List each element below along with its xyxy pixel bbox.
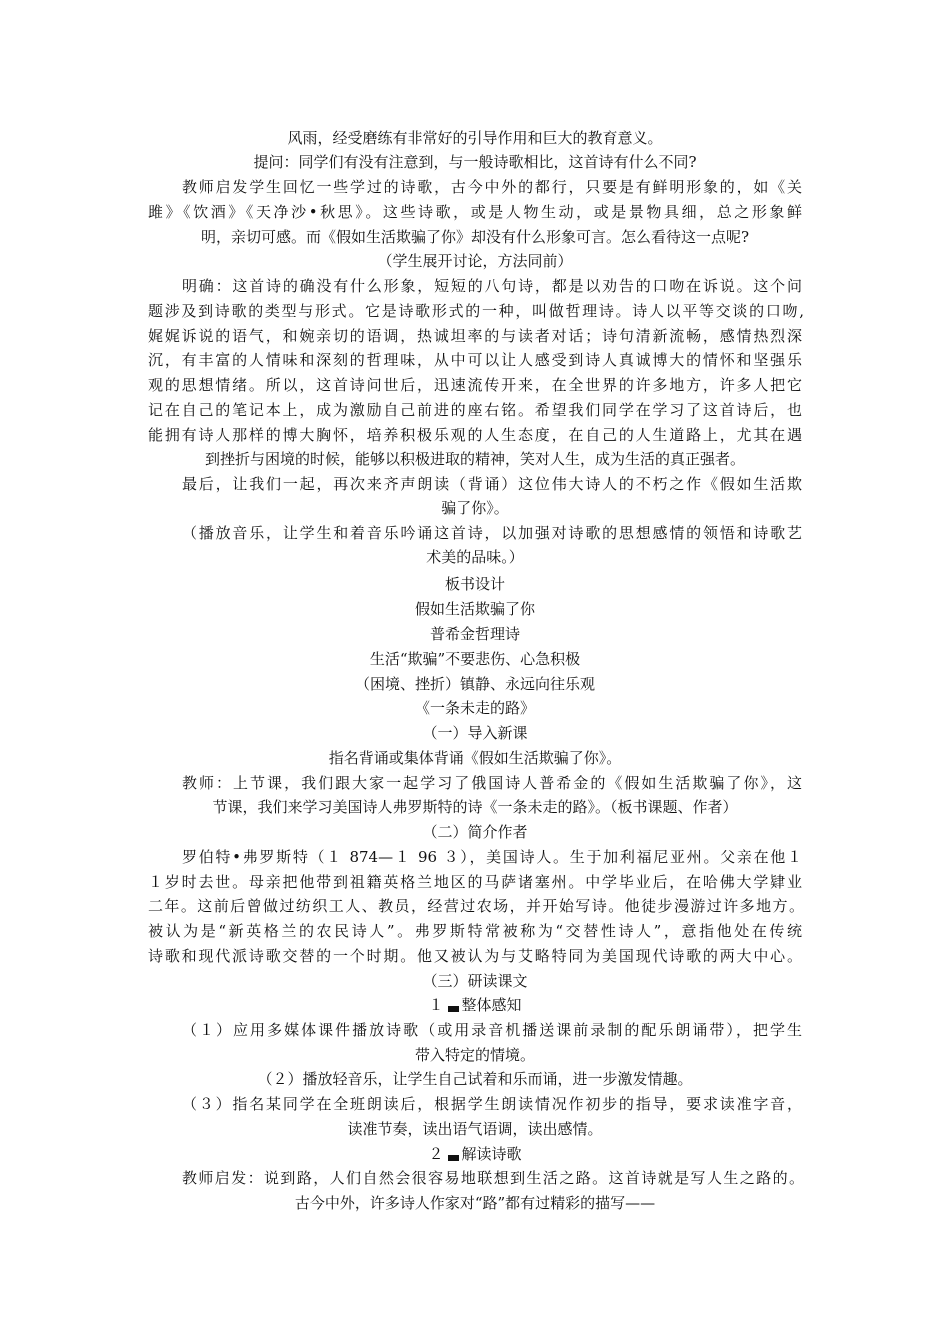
text-line: 二年。这前后曾做过纺织工人、教员，经营过农场，并开始写诗。他徒步漫游过许多地方。 (148, 897, 804, 915)
section-heading: （二）简介作者 (422, 823, 528, 841)
board-title: 板书设计 (444, 575, 505, 593)
text-line: （３）指名某同学在全班朗读后，根据学生朗读情况作初步的指导，要求读准字音， (182, 1095, 802, 1113)
text-line: 带入特定的情境。 (414, 1046, 535, 1064)
subsection-label: 整体感知 (461, 996, 522, 1014)
text-line: 提问：同学们有没有注意到，与一般诗歌相比，这首诗有什么不同? (253, 153, 697, 171)
text-line: 假如生活欺骗了你 (414, 600, 535, 618)
text-line: 教师启发：说到路，人们自然会很容易地联想到生活之路。这首诗就是写人生之路的。 (182, 1169, 804, 1187)
text-line: 能拥有诗人那样的博大胸怀，培养积极乐观的人生态度，在自己的人生道路上，尤其在遇 (148, 426, 802, 444)
text-line: （困境、挫折）镇静、永远向往乐观 (354, 675, 595, 693)
text-line: 题涉及到诗歌的类型与形式。它是诗歌形式的一种，叫做哲理诗。诗人以平等交谈的口吻, (148, 302, 804, 320)
text-line: （学生展开讨论，方法同前） (377, 252, 573, 270)
text-line: 罗伯特•弗罗斯特（１ 874—１ 96 ３），美国诗人。生于加利福尼亚州。父亲在他１ (182, 848, 802, 866)
text-line: 沉，有丰富的人情味和深刻的哲理味，从中可以让人感受到诗人真诚博大的情怀和坚强乐 (148, 351, 802, 369)
text-line: 到挫折与困境的时候，能够以积极进取的精神，笑对人生，成为生活的真正强者。 (204, 450, 745, 468)
subsection-heading (0, 995, 950, 1017)
text-line: 记在自己的笔记本上，成为激励自己前进的座右铭。希望我们同学在学习了这首诗后，也 (148, 401, 802, 419)
text-line: 明确：这首诗的确没有什么形象，短短的八句诗，都是以劝告的口吻在诉说。这个问 (182, 277, 802, 295)
text-line: 最后，让我们一起，再次来齐声朗读（背诵）这位伟大诗人的不朽之作《假如生活欺 (182, 475, 802, 493)
text-line: 雎》《饮酒》《天净沙•秋思》。这些诗歌，或是人物生动，或是景物具细，总之形象鲜 (148, 203, 802, 221)
subsection-heading (0, 1144, 950, 1166)
text-line: 术美的品味。） (426, 548, 524, 566)
text-line: 风雨，经受磨练有非常好的引导作用和巨大的教育意义。 (287, 129, 663, 147)
dash-mark-icon (448, 1006, 459, 1012)
text-line: 观的思想情绪。所以，这首诗问世后，迅速流传开来，在全世界的许多地方，许多人把它 (148, 376, 802, 394)
text-line: 娓娓诉说的语气，和婉亲切的语调，热诚坦率的与读者对话；诗句清新流畅，感情热烈深 (148, 327, 802, 345)
text-line: １岁时去世。母亲把他带到祖籍英格兰地区的马萨诸塞州。中学毕业后，在哈佛大学肄业 (148, 873, 802, 891)
dash-mark-icon (448, 1155, 459, 1161)
lesson-title: 《一条未走的路》 (414, 699, 535, 717)
text-line: （１）应用多媒体课件播放诗歌（或用录音机播送课前录制的配乐朗诵带），把学生 (182, 1021, 802, 1039)
section-heading: （一）导入新课 (422, 724, 528, 742)
subsection-number: １ (428, 996, 444, 1014)
text-line: 教师：上节课，我们跟大家一起学习了俄国诗人普希金的《假如生活欺骗了你》，这 (182, 774, 802, 792)
text-line: 骗了你》。 (441, 499, 509, 517)
subsection-label: 解读诗歌 (461, 1145, 522, 1163)
section-heading: （三）研读课文 (422, 972, 528, 990)
text-line: 古今中外，许多诗人作家对“路”都有过精彩的描写—— (294, 1194, 656, 1212)
text-line: 普希金哲理诗 (429, 625, 520, 643)
text-line: 指名背诵或集体背诵《假如生活欺骗了你》。 (328, 749, 622, 767)
text-line: （２）播放轻音乐，让学生自己试着和乐而诵，进一步激发情趣。 (257, 1070, 693, 1088)
text-line: 诗歌和现代派诗歌交替的一个时期。他又被认为与艾略特同为美国现代诗歌的两大中心。 (148, 947, 802, 965)
text-line: 生活“欺骗”不要悲伤、心急积极 (369, 650, 581, 668)
subsection-number: ２ (428, 1145, 444, 1163)
text-line: 明，亲切可感。而《假如生活欺骗了你》却没有什么形象可言。怎么看待这一点呢? (200, 228, 750, 246)
text-line: 读准节奏，读出语气语调，读出感情。 (347, 1120, 603, 1138)
text-line: 教师启发学生回忆一些学过的诗歌，古今中外的都行，只要是有鲜明形象的，如《关 (182, 178, 802, 196)
text-line: （播放音乐，让学生和着音乐吟诵这首诗，以加强对诗歌的思想感情的领悟和诗歌艺 (182, 524, 802, 542)
text-line: 节课，我们来学习美国诗人弗罗斯特的诗《一条未走的路》。（板书课题、作者） (212, 798, 738, 816)
text-line: 被认为是“新英格兰的农民诗人”。弗罗斯特常被称为“交替性诗人”，意指他处在传统 (148, 922, 802, 940)
